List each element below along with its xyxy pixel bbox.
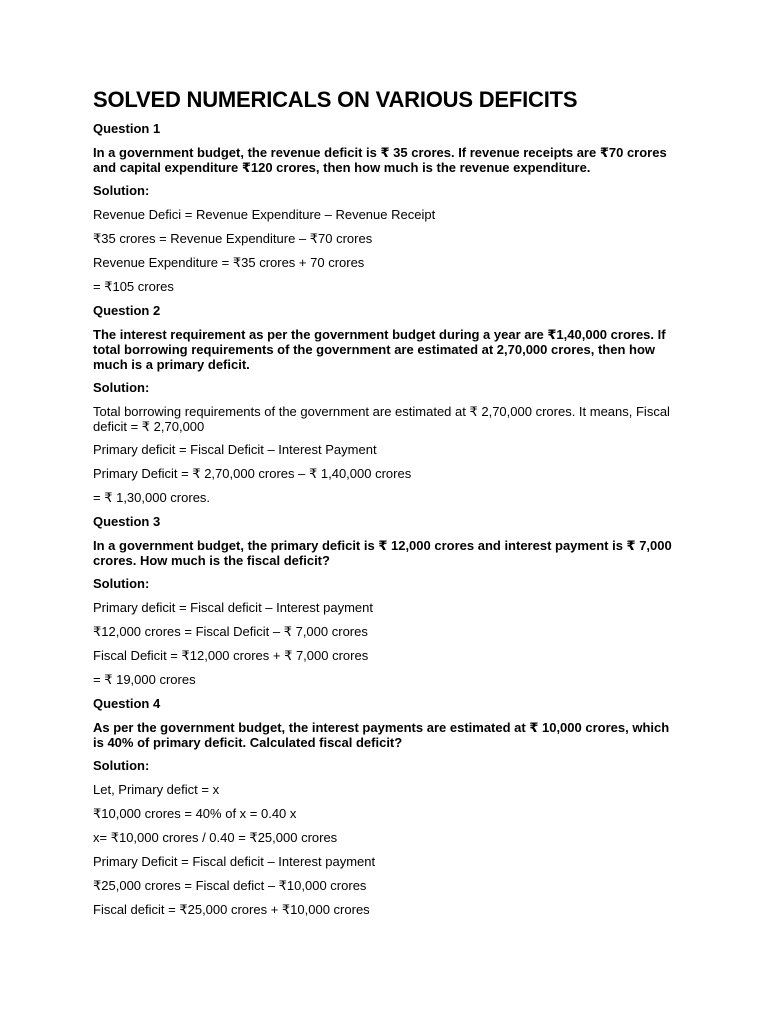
question-text: In a government budget, the primary deficit is ₹ 12,000 crores and interest payment is ₹ 7,000 crores. How much is the fiscal deficit? xyxy=(93,538,672,568)
question-block-2 xyxy=(93,303,673,506)
solution-line: = ₹ 19,000 crores xyxy=(93,672,196,687)
solution-line: x= ₹10,000 crores / 0.40 = ₹25,000 crores xyxy=(93,830,338,845)
solution-label: Solution: xyxy=(93,380,150,395)
solution-label: Solution: xyxy=(93,576,150,591)
question-text: The interest requirement as per the government budget during a year are ₹1,40,000 crores. If total borrowing requirements of the government are estimated at 2,70,000 crores, then how much is a primary deficit. xyxy=(93,327,666,372)
solution-line: = ₹105 crores xyxy=(93,279,174,294)
solution-line: = ₹ 1,30,000 crores. xyxy=(93,490,211,505)
solution-line: Primary deficit = Fiscal deficit – Interest payment xyxy=(93,600,373,615)
solution-line: Revenue Defici = Revenue Expenditure – Revenue Receipt xyxy=(93,207,436,222)
solution-label: Solution: xyxy=(93,758,150,773)
solution-line: ₹35 crores = Revenue Expenditure – ₹70 crores xyxy=(93,231,373,246)
solution-line: Fiscal Deficit = ₹12,000 crores + ₹ 7,000 crores xyxy=(93,648,369,663)
question-text: As per the government budget, the interest payments are estimated at ₹ 10,000 crores, which is 40% of primary deficit. Calculated fiscal deficit? xyxy=(93,720,670,750)
solution-line: ₹25,000 crores = Fiscal defict – ₹10,000 crores xyxy=(93,878,367,893)
solution-label: Solution: xyxy=(93,183,150,198)
solution-line: Primary Deficit = ₹ 2,70,000 crores – ₹ 1,40,000 crores xyxy=(93,466,412,481)
solution-line: Total borrowing requirements of the government are estimated at ₹ 2,70,000 crores. It means, Fiscal deficit = ₹ 2,70,000 xyxy=(93,404,670,434)
solution-line: Primary deficit = Fiscal Deficit – Interest Payment xyxy=(93,442,377,457)
question-heading: Question 2 xyxy=(93,303,161,318)
question-heading: Question 4 xyxy=(93,696,161,711)
solution-line: ₹12,000 crores = Fiscal Deficit – ₹ 7,000 crores xyxy=(93,624,368,639)
question-text: In a government budget, the revenue deficit is ₹ 35 crores. If revenue receipts are ₹70 crores and capital expenditure ₹120 crores, then how much is the revenue expenditure. xyxy=(93,145,667,175)
solution-line: Primary Deficit = Fiscal deficit – Interest payment xyxy=(93,854,376,869)
solution-line: Let, Primary defict = x xyxy=(93,782,220,797)
solution-line: Revenue Expenditure = ₹35 crores + 70 crores xyxy=(93,255,365,270)
document-page xyxy=(93,86,673,926)
solution-line: Fiscal deficit = ₹25,000 crores + ₹10,000 crores xyxy=(93,902,370,917)
question-heading: Question 1 xyxy=(93,121,161,136)
question-block-1 xyxy=(93,121,673,295)
question-block-4 xyxy=(93,696,673,918)
document-title: SOLVED NUMERICALS ON VARIOUS DEFICITS xyxy=(93,87,578,112)
question-block-3 xyxy=(93,514,673,688)
question-heading: Question 3 xyxy=(93,514,161,529)
solution-line: ₹10,000 crores = 40% of x = 0.40 x xyxy=(93,806,297,821)
